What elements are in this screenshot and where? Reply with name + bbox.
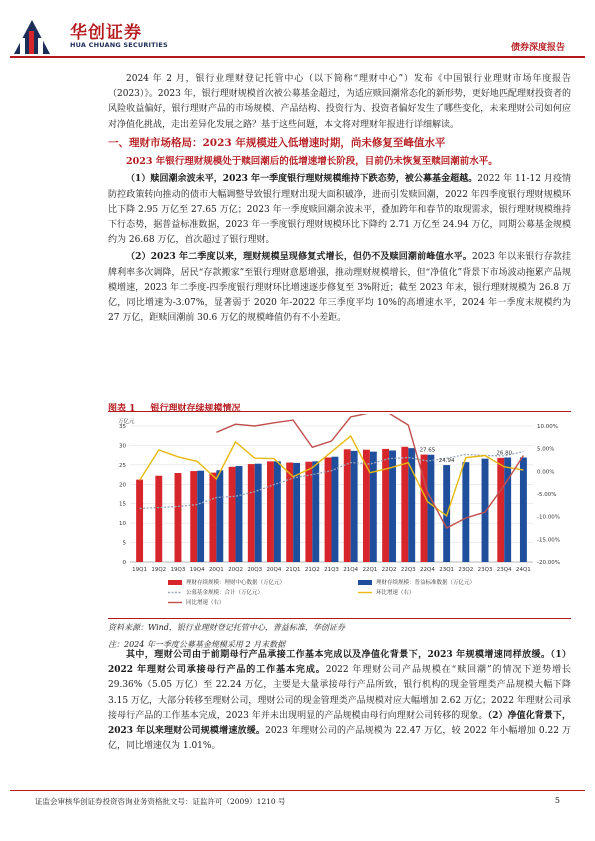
bar-puyi	[370, 452, 377, 562]
y-left-axis-label: 万亿元	[118, 419, 135, 425]
paragraph-text: 2022 年 11-12 月疫情防控政策转向推动的债市大幅调整导致银行理财出现大面积破净，进而引发赎回潮，2022 年四季度银行理财规模环比下降 2.95 万亿至 27.65 万亿；2023 年一季度赎回潮余波未平，叠加跨年和春节的取现需求，银行理财规模维持下行态势，据普益标准数据，2023 年一季度银行理财规模环比下降约 2.71 万亿至 24.94 万亿，同期公募基金规模约为 26.68 万亿，首次超过了银行理财。	[108, 174, 571, 246]
y-right-tick-label: -10.00%	[537, 514, 560, 521]
company-logo	[12, 16, 172, 56]
figure-notes	[108, 618, 571, 651]
x-tick-label: 19Q1	[132, 567, 148, 573]
bar-registry	[190, 471, 197, 562]
logo-text-en: HUA CHUANG SECURITIES	[70, 41, 168, 49]
legend-swatch	[358, 580, 372, 585]
bar-registry	[155, 476, 162, 562]
footer-license: 证监会审核华创证券投资咨询业务资格批文号：证监许可（2009）1210 号	[35, 797, 286, 806]
section-lead: 2023 年银行理财规模处于赎回潮后的低增速增长阶段，目前仍未恢复至赎回潮前水平。	[126, 155, 498, 167]
main-content-lower	[108, 648, 571, 756]
bar-puyi	[520, 457, 527, 562]
legend-label: 环比增速（右）	[376, 590, 415, 596]
y-left-tick-label: 25	[119, 462, 126, 469]
x-tick-label: 24Q1	[515, 567, 531, 573]
bar-registry	[497, 458, 504, 562]
y-right-tick-label: 5.00%	[537, 446, 555, 453]
legend-swatch	[168, 580, 182, 585]
x-tick-label: 22Q2	[381, 567, 397, 573]
y-left-tick-label: 10	[119, 521, 126, 528]
paragraph-text-2: 2023 年理财公司的产品规模为 22.47 万亿，较 2022 年小幅增加 0.22 万亿，同比增速仅为 1.01%。	[108, 726, 572, 752]
logo-text-cn: 华创证券	[70, 23, 142, 43]
y-left-tick-label: 15	[119, 501, 126, 508]
footer-divider	[10, 790, 585, 791]
bar-data-label: 24.94	[438, 458, 455, 465]
bar-registry	[267, 461, 274, 562]
bar-puyi	[332, 457, 339, 562]
y-left-tick-label: 5	[122, 540, 126, 547]
x-tick-label: 19Q3	[170, 567, 186, 573]
bar-puyi	[255, 464, 262, 562]
paragraph-subheading-1: （1）2022 年理财公司承接母行产品的工作基本完成。	[108, 650, 571, 676]
bar-puyi	[462, 462, 469, 562]
paragraph-text-1: 2022 年理财公司产品规模在“赎回潮”的情况下逆势增长 29.36%（5.05 万亿）至 22.24 万亿，主要是大量承接母行产品所致，银行机构的现金管理类产品规模大幅下降 3.15 万亿，大部分转移至理财公司，理财公司的现金管理类产品规模对应大幅增加 2.62 万亿；2022 年理财公司承接母行产品的工作基本完成，2023 年并未出现明显的产品规模由母行向理财公司转移的现象。	[108, 665, 571, 721]
bank-wealth-chart	[108, 414, 571, 618]
paragraph-heading: （1）赎回潮余波未平，2023 年一季度银行理财规模维持下跌态势，被公募基金超越。	[126, 174, 478, 185]
x-tick-label: 23Q1	[439, 567, 455, 573]
x-tick-label: 19Q4	[189, 567, 205, 573]
x-tick-label: 21Q1	[285, 567, 301, 573]
bar-registry	[136, 480, 143, 562]
bar-registry	[248, 464, 255, 562]
paragraph-redemption-wave	[108, 172, 571, 248]
figure-source: 资料来源：Wind，银行业理财登记托管中心，普益标准，华创证券	[108, 623, 345, 632]
x-tick-label: 22Q1	[362, 567, 378, 573]
x-tick-label: 21Q4	[343, 567, 359, 573]
x-tick-label: 23Q2	[458, 567, 474, 573]
y-right-tick-label: 0.00%	[537, 469, 555, 476]
x-tick-label: 23Q4	[496, 567, 512, 573]
paragraph-recovery	[108, 250, 571, 326]
x-tick-label: 23Q3	[477, 567, 493, 573]
bar-registry	[175, 473, 182, 562]
bar-registry	[382, 449, 389, 562]
bar-puyi	[197, 471, 204, 562]
bar-registry	[305, 462, 312, 562]
bar-data-label: 27.65	[419, 447, 436, 454]
y-left-tick-label: 0	[122, 560, 126, 566]
bar-registry	[325, 457, 332, 562]
section-heading: 一、理财市场格局：2023 年规模进入低增速时期，尚未修复至峰值水平	[108, 136, 446, 149]
paragraph-subheading-2: （2）净值化背景下，2023 年以来理财公司规模增速放缓。	[108, 710, 571, 737]
bar-puyi	[312, 461, 319, 562]
figure-title: 银行理财存续规模情况	[150, 404, 241, 414]
figure-label: 图表 1	[108, 404, 136, 414]
y-left-tick-label: 35	[119, 424, 126, 430]
intro-paragraph: 2024 年 2 月，银行业理财登记托管中心（以下简称“理财中心”）发布《中国银行业理财市场年度报告（2023）》。2023 年，银行理财规模首次被公募基金超过，为适应赎回潮常态化的新形势，更好地匹配理财投资者的风险收益偏好，银行理财产品的市场规模、产品结构、投资行为、投资者偏好发生了哪些变化，未来理财公司如何应对净值化挑战，走出差异化发展之路？基于这些问题，本文将对理财年报进行详细解读。	[108, 74, 571, 130]
paragraph-text: 2023 年以来银行存款挂牌利率多次调降，居民“存款搬家”至银行理财意愿增强，推动理财规模增长，但“净值化”背景下市场波动拖累产品规模增速，2023 年二季度-四季度银行理财环比增速逐步修复至 3%附近；截至 2023 年末，银行理财规模为 26.8 万亿，同比增速为-3.07%，显著弱于 2020 年-2022 年三季度平均 10%的高增速水平，2024 年一季度末规模约为 27 万亿，距赎回潮前 30.6 万亿的规模峰值仍有不小差距。	[108, 252, 571, 324]
bar-puyi	[351, 451, 358, 562]
legend-label: 理财存续规模：理财中心数据（万亿元）	[186, 580, 286, 586]
x-tick-label: 20Q3	[247, 567, 263, 573]
x-tick-label: 22Q4	[420, 567, 435, 573]
bar-registry	[286, 463, 293, 562]
document-type: 债券深度报告	[510, 43, 565, 53]
figure-title-bar	[108, 396, 571, 412]
page-header	[0, 0, 595, 72]
bar-registry	[229, 467, 236, 562]
page-number: 5	[554, 796, 560, 805]
bar-puyi	[216, 470, 223, 562]
bar-puyi	[236, 466, 243, 562]
x-tick-label: 20Q1	[208, 567, 224, 573]
bar-puyi	[427, 455, 434, 562]
paragraph-heading: 其中，理财公司由于前期母行产品承接工作基本完成以及净值化背景下，2023 年规模增速同样放缓。	[126, 650, 551, 660]
x-tick-label: 20Q4	[266, 567, 282, 573]
y-left-tick-label: 30	[119, 443, 126, 450]
main-content	[108, 72, 571, 328]
paragraph-heading: （2）2023 年二季度以来，理财规模呈现修复式增长，但仍不及赎回潮前峰值水平。	[126, 252, 472, 263]
y-right-tick-label: -15.00%	[537, 537, 560, 544]
bar-data-label: 26.80	[496, 450, 513, 457]
logo-mark-icon	[12, 16, 52, 56]
legend-label: 公募基金规模：合计（万亿元）	[186, 590, 264, 596]
y-right-tick-label: -5.00%	[537, 492, 557, 498]
legend-label: 同比增速（右）	[186, 600, 225, 606]
paragraph-wm-companies	[108, 648, 571, 754]
y-left-tick-label: 20	[119, 482, 126, 489]
bar-registry	[209, 473, 216, 562]
y-right-tick-label: 10.00%	[537, 424, 558, 430]
figure-note: 注：2024 年一季度公募基金规模采用 2 月末数据	[108, 640, 286, 649]
bar-puyi	[274, 461, 281, 562]
x-tick-label: 21Q2	[304, 567, 320, 573]
bar-registry	[344, 449, 351, 562]
x-tick-label: 22Q3	[400, 567, 416, 573]
figure-1	[108, 396, 571, 649]
x-tick-label: 21Q3	[324, 567, 339, 573]
legend-label: 理财存续规模：普益标准数据（万亿元）	[376, 580, 476, 586]
header-divider	[10, 56, 585, 58]
bar-puyi	[482, 459, 489, 562]
x-tick-label: 20Q2	[228, 567, 243, 573]
x-tick-label: 19Q2	[151, 567, 167, 573]
y-right-tick-label: -20.00%	[537, 560, 560, 566]
bar-puyi	[504, 457, 511, 562]
